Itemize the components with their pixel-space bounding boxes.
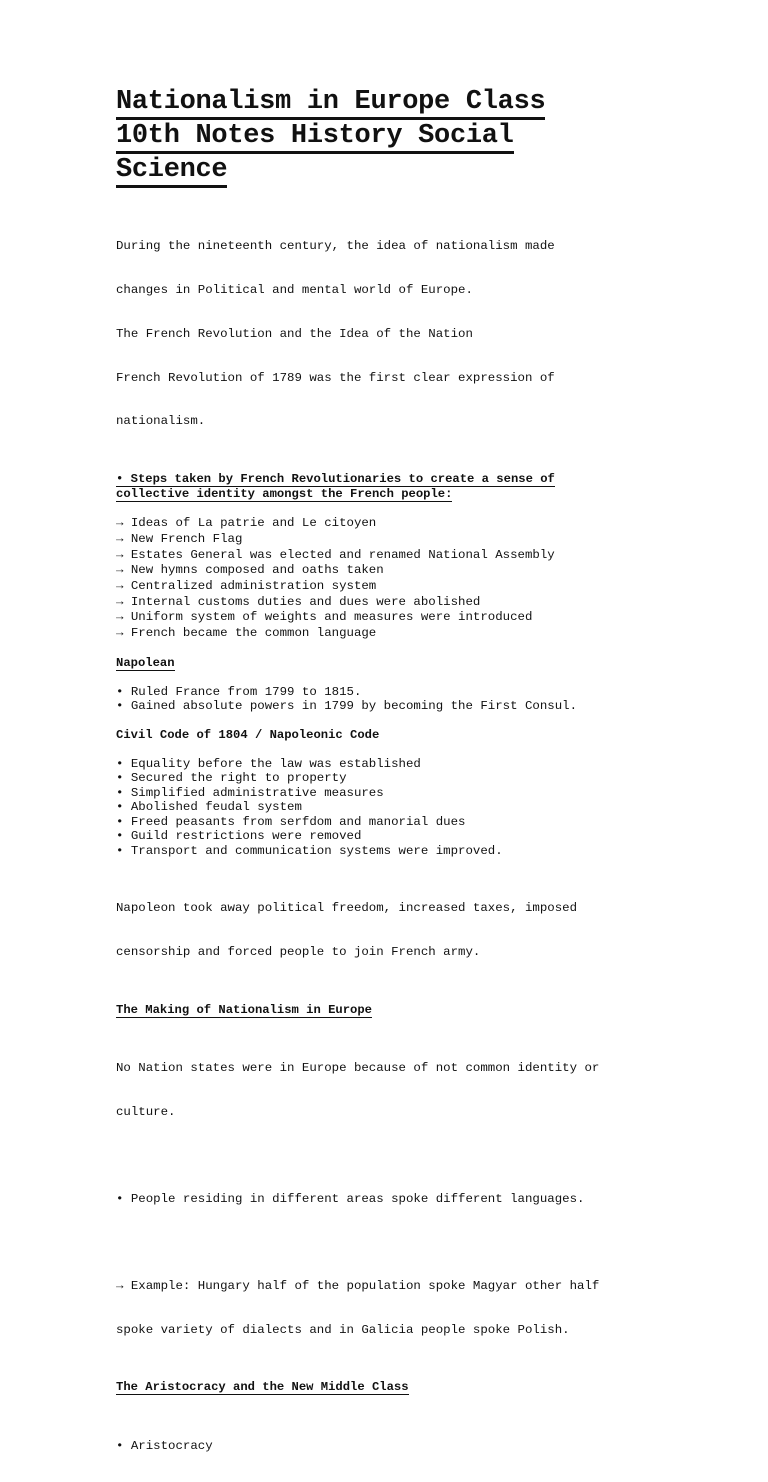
aristocracy-heading <box>116 1380 728 1395</box>
intro-line: French Revolution of 1789 was the first clear expression of <box>116 370 555 385</box>
intro-line: nationalism. <box>116 414 206 429</box>
steps-heading-line: • Steps taken by French Revolutionaries to create a sense of <box>116 472 555 487</box>
making-paragraph <box>116 1032 728 1149</box>
list-item: → Uniform system of weights and measures were introduced <box>116 610 533 625</box>
napolean-list <box>116 685 728 714</box>
making-heading-text: The Making of Nationalism in Europe <box>116 1002 372 1017</box>
list-item: → New French Flag <box>116 531 243 546</box>
napolean-heading <box>116 656 728 671</box>
list-item: • Secured the right to property <box>116 771 347 786</box>
list-item: • Equality before the law was established <box>116 756 421 771</box>
example-paragraph <box>116 1250 728 1367</box>
napoleon-paragraph <box>116 872 728 989</box>
aristocracy-heading-text: The Aristocracy and the New Middle Class <box>116 1380 409 1395</box>
list-item: → Centralized administration system <box>116 578 377 593</box>
paragraph-line: censorship and forced people to join French army. <box>116 945 481 960</box>
title-line-1: Nationalism in Europe Class <box>116 87 545 120</box>
civil-code-heading <box>116 728 728 743</box>
page-title <box>116 86 728 188</box>
languages-bullet-text: • People residing in different areas spoke different languages. <box>116 1191 585 1206</box>
list-item: • Ruled France from 1799 to 1815. <box>116 684 362 699</box>
list-item: → Internal customs duties and dues were abolished <box>116 594 481 609</box>
list-item: → Estates General was elected and renamed National Assembly <box>116 547 555 562</box>
napolean-heading-text: Napolean <box>116 655 175 670</box>
civil-code-heading-text: Civil Code of 1804 / Napoleonic Code <box>116 727 380 742</box>
list-item: • Gained absolute powers in 1799 by becoming the First Consul. <box>116 699 578 714</box>
civil-code-list <box>116 757 728 859</box>
list-item: • Freed peasants from serfdom and manorial dues <box>116 814 466 829</box>
paragraph-line: spoke variety of dialects and in Galicia people spoke Polish. <box>116 1322 570 1337</box>
paragraph-line: No Nation states were in Europe because of not common identity or <box>116 1061 600 1076</box>
list-item: • Guild restrictions were removed <box>116 829 362 844</box>
list-item: → Ideas of La patrie and Le citoyen <box>116 516 377 531</box>
paragraph-line: Napoleon took away political freedom, increased taxes, imposed <box>116 901 578 916</box>
steps-heading-line: collective identity amongst the French people: <box>116 487 453 502</box>
title-line-3: Science <box>116 155 227 188</box>
list-item: → New hymns composed and oaths taken <box>116 563 384 578</box>
aristocracy-bullet <box>116 1409 728 1482</box>
paragraph-line: → Example: Hungary half of the population spoke Magyar other half <box>116 1278 600 1293</box>
languages-bullet <box>116 1163 728 1236</box>
steps-heading <box>116 472 728 502</box>
list-item: • Abolished feudal system <box>116 800 302 815</box>
list-item: → French became the common language <box>116 626 377 641</box>
intro-line: changes in Political and mental world of Europe. <box>116 282 473 297</box>
intro-line: The French Revolution and the Idea of the Nation <box>116 326 473 341</box>
intro-line: During the nineteenth century, the idea of nationalism made <box>116 239 555 254</box>
aristocracy-bullet-text: • Aristocracy <box>116 1438 213 1453</box>
list-item: • Simplified administrative measures <box>116 785 384 800</box>
paragraph-line: culture. <box>116 1104 176 1119</box>
steps-list <box>116 516 728 642</box>
making-heading <box>116 1003 728 1018</box>
title-line-2: 10th Notes History Social <box>116 121 514 154</box>
intro-paragraph <box>116 210 728 458</box>
list-item: • Transport and communication systems were improved. <box>116 843 503 858</box>
